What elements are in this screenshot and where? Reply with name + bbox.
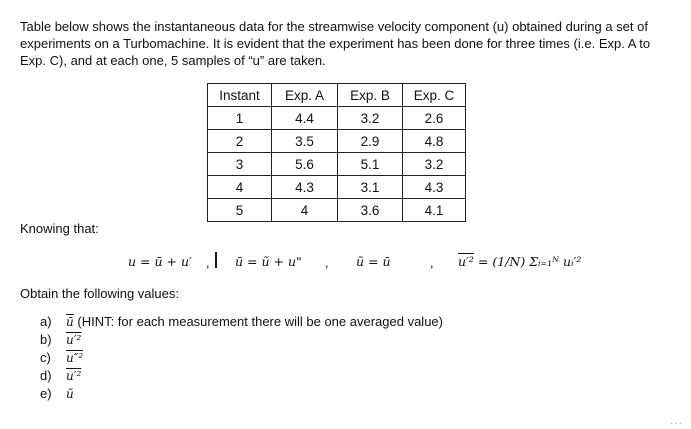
task-note: (HINT: for each measurement there will be one averaged value)	[77, 314, 443, 329]
task-symbol: u″²	[66, 351, 84, 365]
equation-separator: ,	[430, 256, 434, 270]
task-symbol: u′²	[66, 369, 82, 383]
cell-instant: 4	[208, 176, 272, 199]
problem-intro: Table below shows the instantaneous data for the streamwise velocity component (u) obtained during a set of experiments on a Turbomachine. It is evident that the experiment has been done for three times (i.e. Exp. A to Exp. C), and at each one, 5 samples of “u” are taken.	[20, 19, 651, 68]
task-symbol: ũ	[66, 387, 74, 401]
cell-exp-c: 4.8	[403, 130, 466, 153]
header-exp-c: Exp. C	[403, 84, 466, 107]
list-item	[40, 349, 443, 367]
velocity-data-table	[207, 83, 466, 222]
header-instant: Instant	[208, 84, 272, 107]
equation-separator: ,	[206, 256, 210, 270]
task-label: a)	[40, 314, 52, 329]
table-row	[208, 153, 466, 176]
equation-separator: ,	[325, 256, 329, 270]
equation-decomposition: u = ū + u′	[128, 254, 192, 269]
task-label: e)	[40, 386, 52, 401]
text-cursor	[215, 252, 217, 268]
cell-exp-c: 4.3	[403, 176, 466, 199]
equation-variance	[458, 254, 581, 269]
cell-instant: 1	[208, 107, 272, 130]
task-label: c)	[40, 350, 51, 365]
header-exp-b: Exp. B	[338, 84, 403, 107]
cell-exp-a: 5.6	[272, 153, 338, 176]
list-item	[40, 331, 443, 349]
header-exp-a: Exp. A	[272, 84, 338, 107]
task-label: b)	[40, 332, 52, 347]
knowing-label: Knowing that:	[20, 221, 99, 236]
task-symbol: $\overline{ū}$	[66, 315, 74, 329]
cell-exp-c: 3.2	[403, 153, 466, 176]
more-options-icon[interactable]: ...	[669, 413, 683, 427]
list-item	[40, 313, 443, 331]
cell-exp-a: 4.4	[272, 107, 338, 130]
cell-exp-b: 2.9	[338, 130, 403, 153]
cell-exp-a: 4.3	[272, 176, 338, 199]
table-row	[208, 130, 466, 153]
cell-exp-b: 5.1	[338, 153, 403, 176]
list-item	[40, 367, 443, 385]
variance-lhs: u′²	[458, 254, 474, 269]
equations-row	[0, 250, 691, 274]
table-row	[208, 176, 466, 199]
obtain-label: Obtain the following values:	[20, 286, 179, 301]
equation-favre-decomposition: ū = ũ + u"	[235, 254, 302, 269]
table-row	[208, 107, 466, 130]
cell-exp-c: 2.6	[403, 107, 466, 130]
cell-exp-b: 3.6	[338, 199, 403, 222]
cell-instant: 3	[208, 153, 272, 176]
table-row	[208, 199, 466, 222]
cell-exp-b: 3.1	[338, 176, 403, 199]
cell-instant: 2	[208, 130, 272, 153]
table-header-row	[208, 84, 466, 107]
cell-exp-a: 4	[272, 199, 338, 222]
task-symbol: u′²	[66, 333, 82, 347]
task-list	[40, 313, 443, 403]
cell-exp-b: 3.2	[338, 107, 403, 130]
cell-exp-a: 3.5	[272, 130, 338, 153]
cell-instant: 5	[208, 199, 272, 222]
equation-favre-average: ũ = ū	[356, 254, 391, 269]
cell-exp-c: 4.1	[403, 199, 466, 222]
task-label: d)	[40, 368, 52, 383]
list-item	[40, 385, 443, 403]
variance-rhs: = (1/N) Σᵢ₌₁ᴺ uᵢ′²	[477, 254, 582, 269]
